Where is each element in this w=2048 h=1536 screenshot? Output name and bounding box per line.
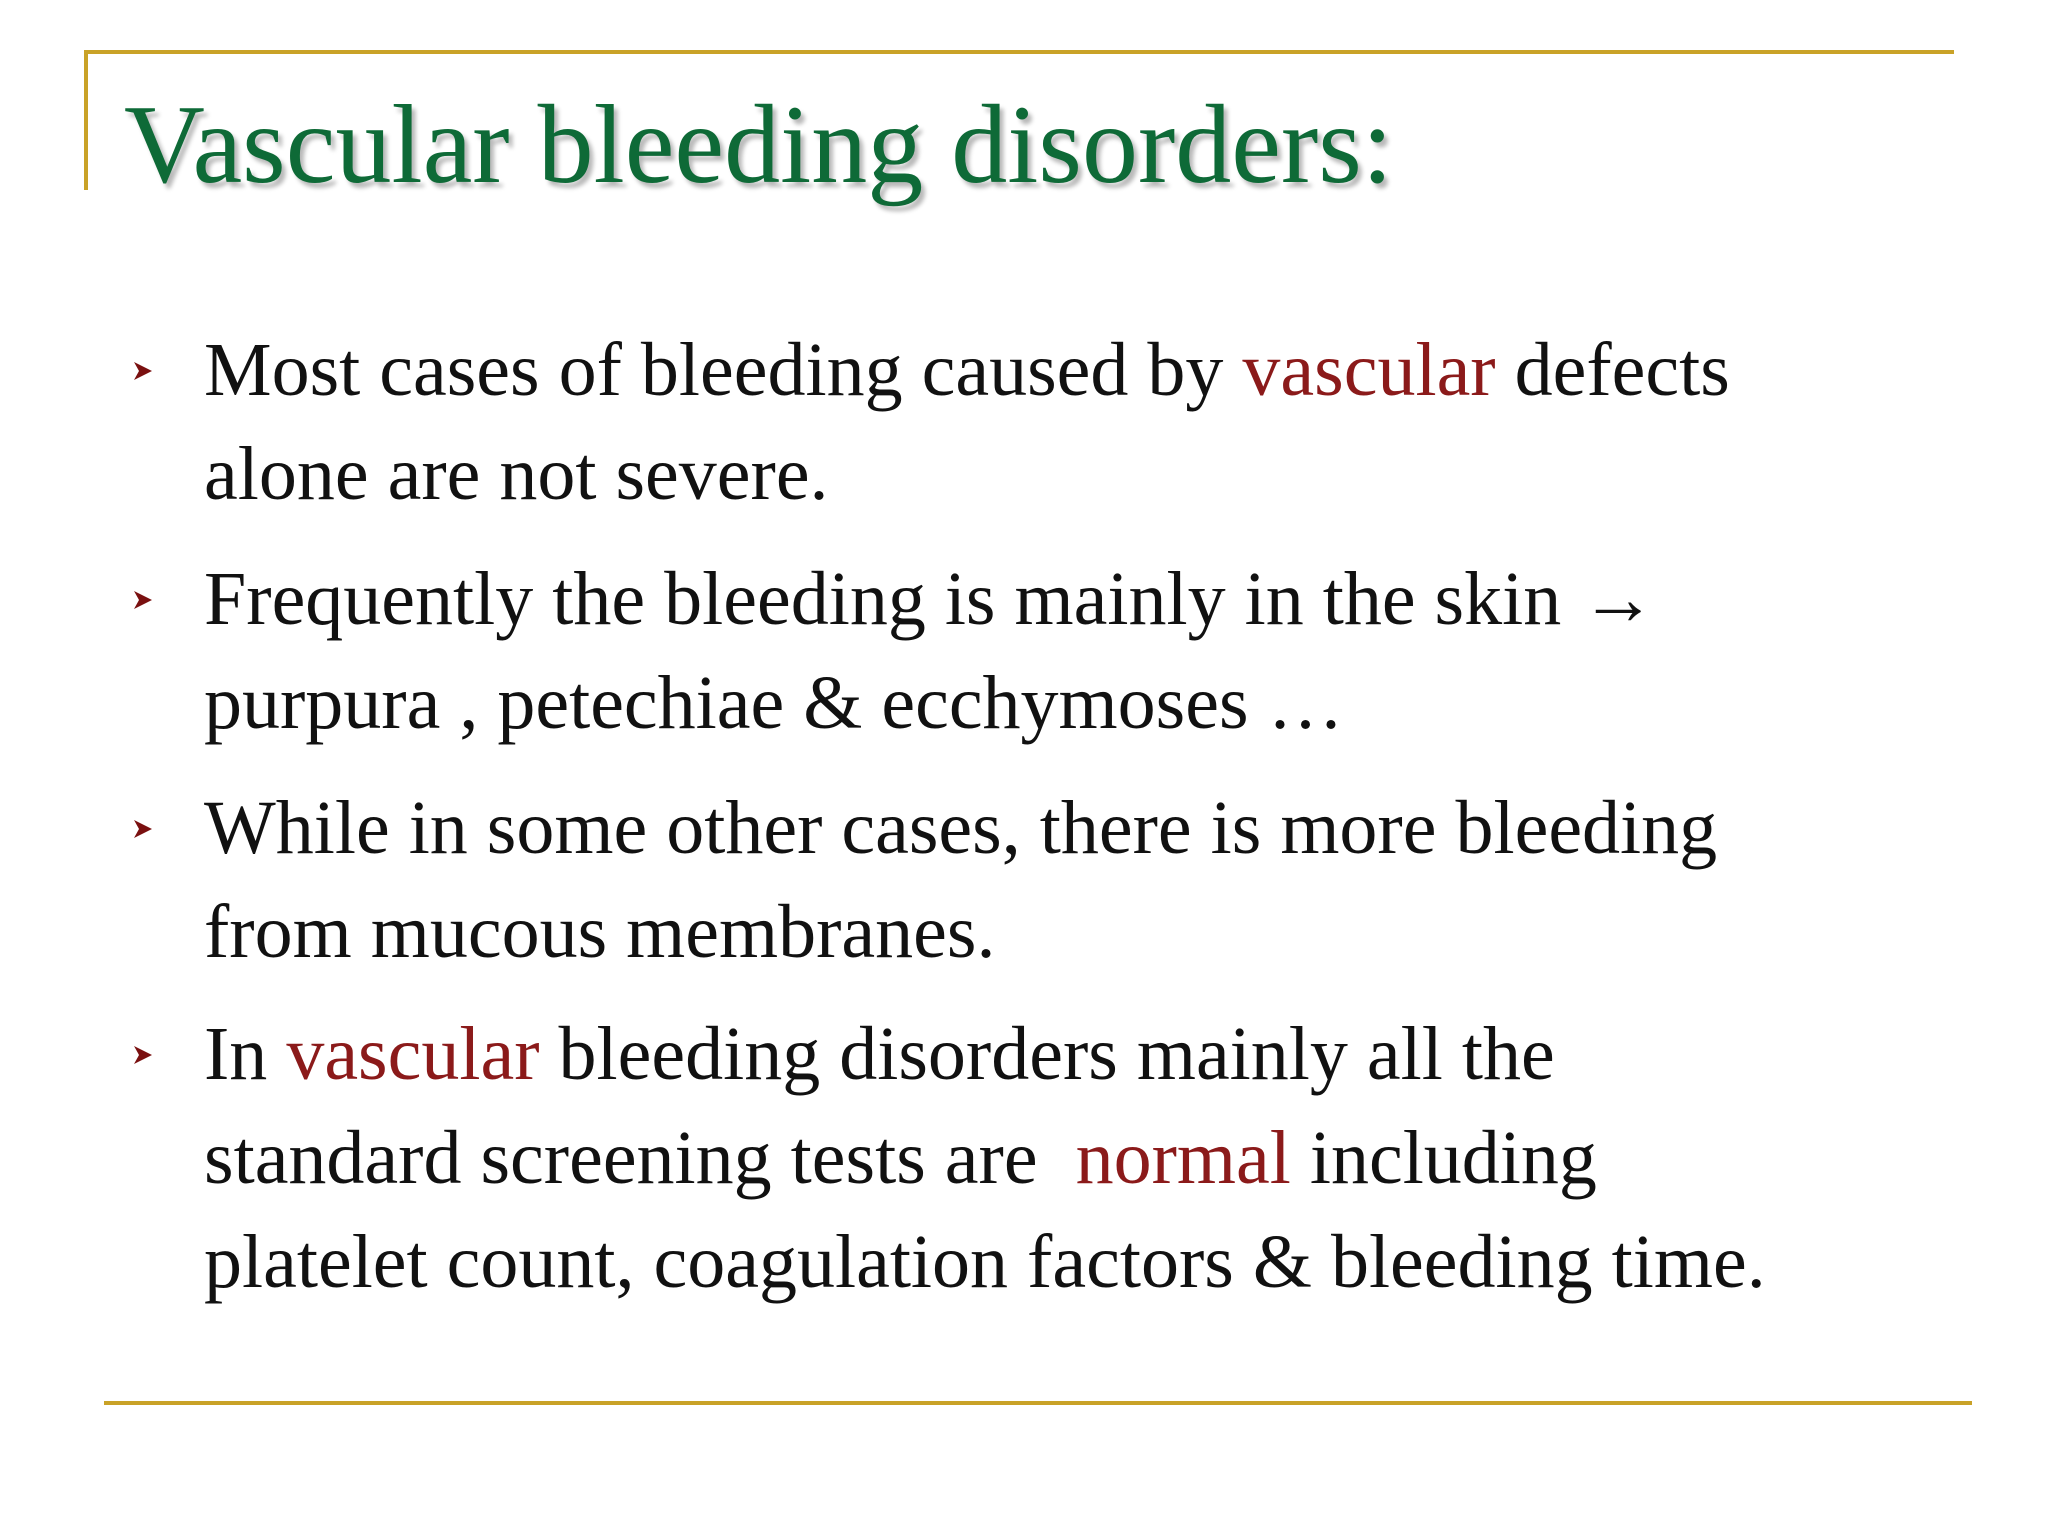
highlight-term: vascular <box>1242 328 1496 412</box>
right-arrow-icon: → <box>1580 557 1657 641</box>
bullet-chevron-icon <box>128 585 158 615</box>
text-run: Frequently the bleeding is mainly in the skin <box>204 557 1581 641</box>
bullet-text <box>204 1002 2004 1314</box>
text-line: While in some other cases, there is more bleeding <box>204 786 1718 870</box>
bottom-accent-rule <box>104 1401 1972 1405</box>
bullet-text <box>204 318 2004 526</box>
text-run: defects <box>1495 328 1730 412</box>
highlight-term: normal <box>1075 1116 1291 1200</box>
text-line: alone are not severe. <box>204 432 829 516</box>
bullet-chevron-icon <box>128 1040 158 1070</box>
highlight-term: vascular <box>286 1012 540 1096</box>
text-line: platelet count, coagulation factors & bleeding time. <box>204 1220 1766 1304</box>
bullet-chevron-icon <box>128 356 158 386</box>
left-accent-rule <box>84 50 88 190</box>
text-run: including <box>1290 1116 1597 1200</box>
text-line: purpura , petechiae & ecchymoses … <box>204 661 1344 745</box>
text-run: bleeding disorders mainly all the <box>539 1012 1555 1096</box>
bullet-text <box>204 547 2004 755</box>
top-accent-rule <box>84 50 1954 54</box>
bullet-chevron-icon <box>128 814 158 844</box>
bullet-text <box>204 776 2004 984</box>
slide-title: Vascular bleeding disorders: <box>124 83 1393 207</box>
text-line: from mucous membranes. <box>204 890 996 974</box>
text-run: Most cases of bleeding caused by <box>204 328 1243 412</box>
text-run: standard screening tests are <box>204 1116 1076 1200</box>
text-run: In <box>204 1012 287 1096</box>
